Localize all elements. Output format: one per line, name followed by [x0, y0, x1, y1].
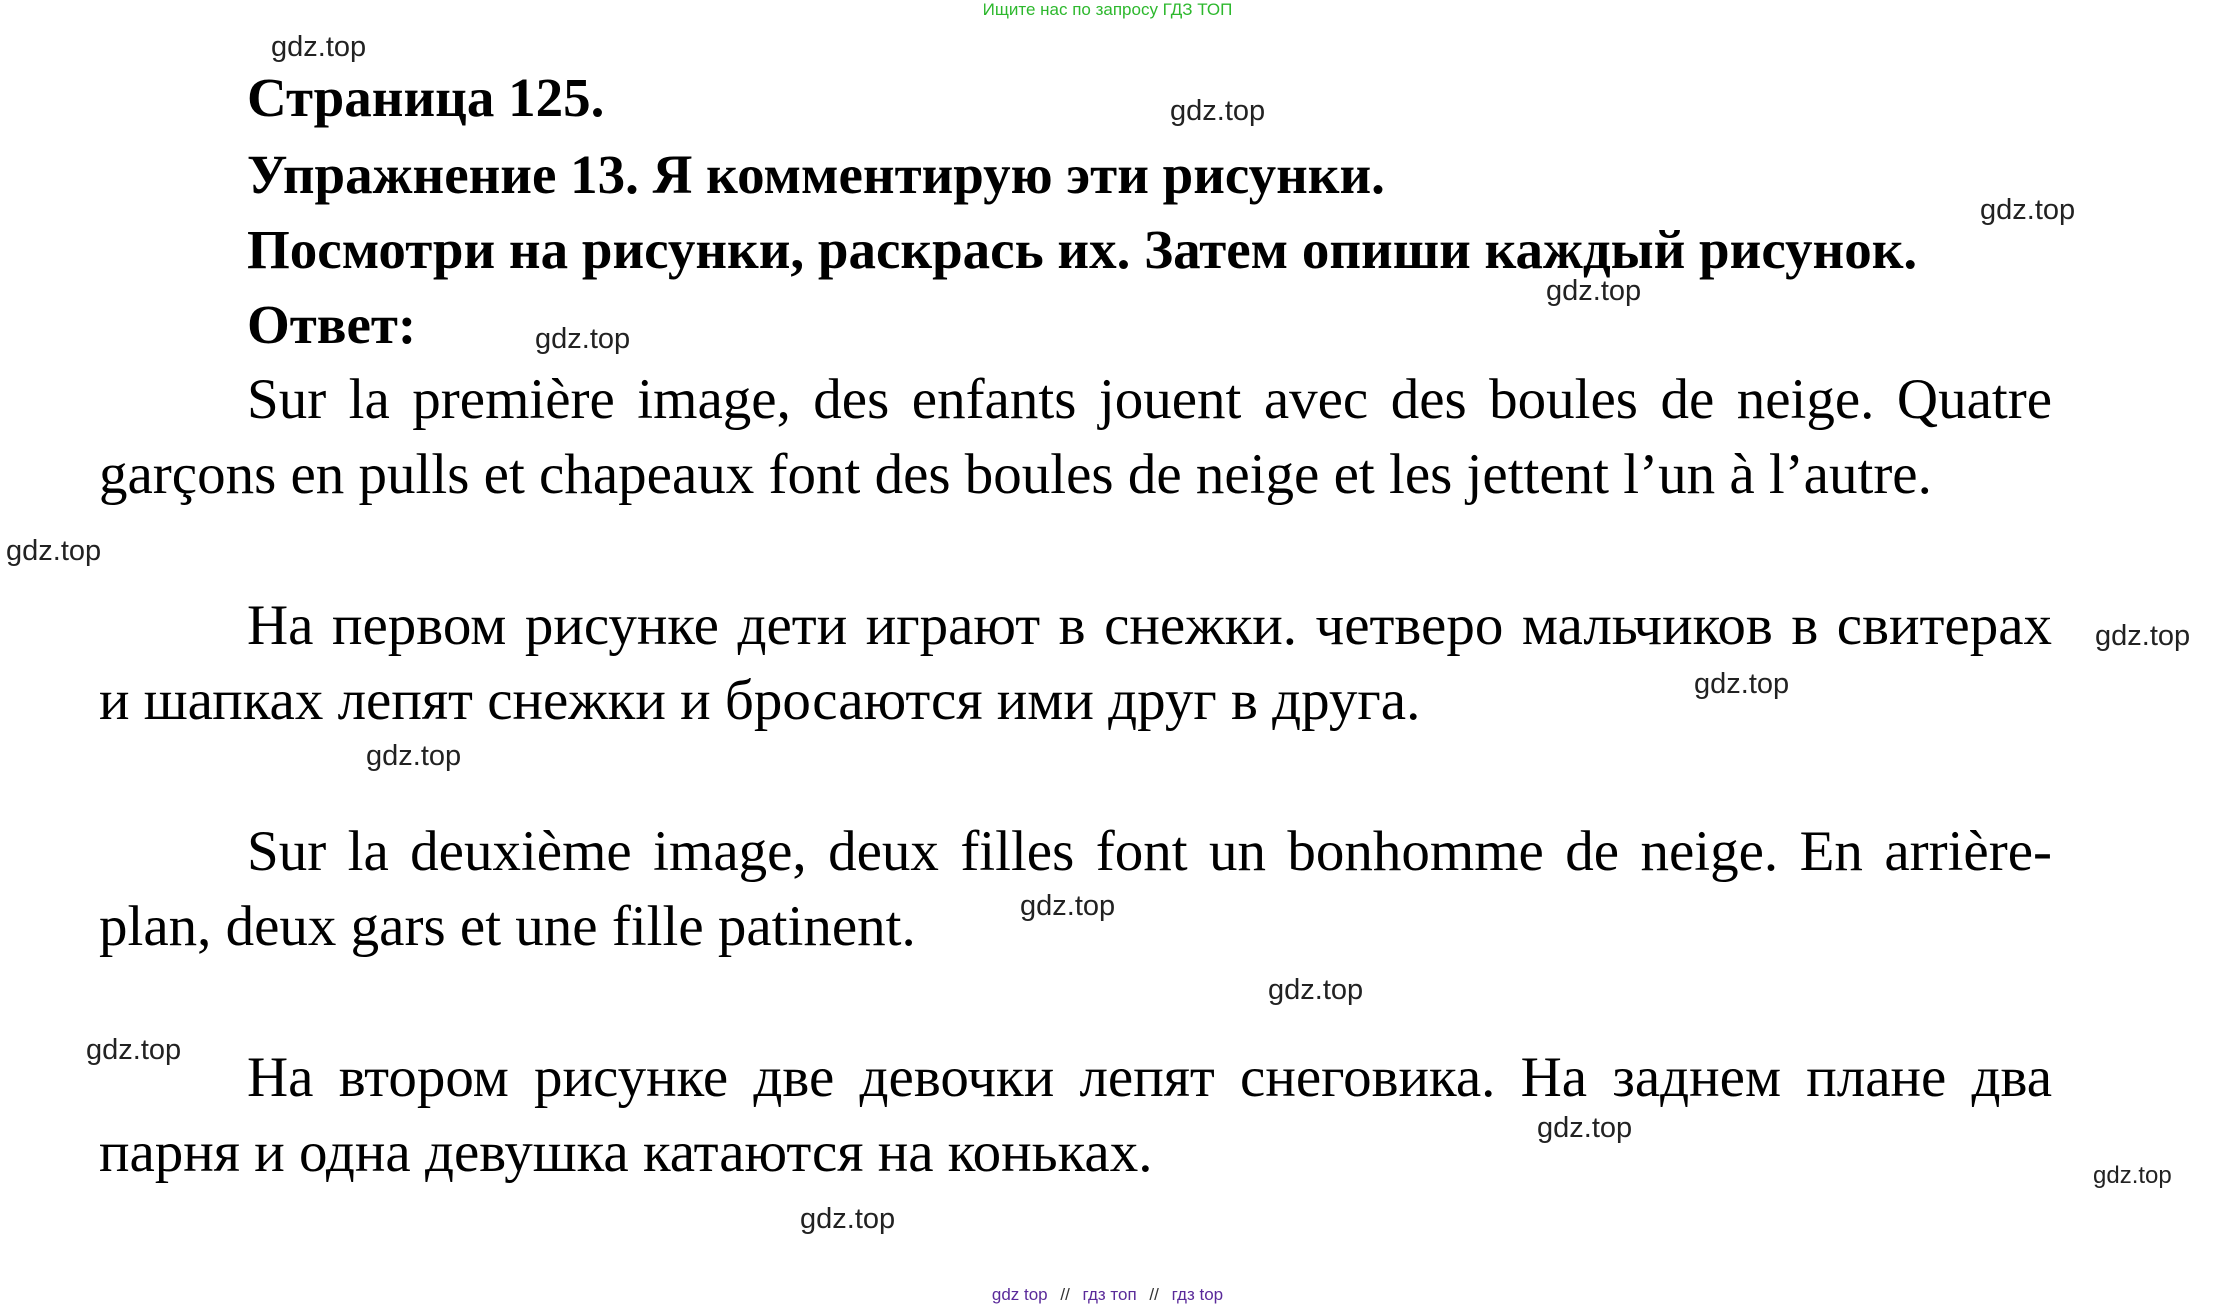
- paragraph-line: На втором рисунке две девочки лепят снеговика. На заднем плане два: [247, 1046, 2052, 1109]
- exercise-title: Упражнение 13. Я комментирую эти рисунки.: [247, 144, 1385, 205]
- watermark: gdz.top: [1268, 974, 1364, 1006]
- footer-separator: //: [1149, 1285, 1159, 1304]
- watermark: gdz.top: [366, 740, 462, 772]
- watermark: gdz.top: [1170, 95, 1266, 127]
- footer-links: [0, 1285, 2215, 1305]
- watermark: gdz.top: [2093, 1162, 2172, 1189]
- watermark: gdz.top: [2095, 620, 2191, 652]
- paragraph-french-1: [99, 362, 2052, 512]
- paragraph-russian-1: [99, 588, 2052, 738]
- answer-label: Ответ:: [247, 294, 417, 355]
- task-instruction: Посмотри на рисунки, раскрась их. Затем опиши каждый рисунок.: [247, 219, 1918, 280]
- watermark: gdz.top: [800, 1203, 896, 1235]
- watermark: gdz.top: [86, 1034, 182, 1066]
- watermark: gdz.top: [1537, 1112, 1633, 1144]
- footer-link[interactable]: гдз топ: [1082, 1285, 1137, 1304]
- watermark: gdz.top: [1546, 275, 1642, 307]
- paragraph-line: plan, deux gars et une fille patinent.: [99, 895, 916, 958]
- watermark: gdz.top: [6, 535, 102, 567]
- watermark: gdz.top: [271, 31, 367, 63]
- footer-link[interactable]: гдз top: [1171, 1285, 1224, 1304]
- search-banner[interactable]: Ищите нас по запросу ГДЗ ТОП: [982, 0, 1233, 19]
- paragraph-line: парня и одна девушка катаются на коньках.: [99, 1121, 1153, 1184]
- watermark: gdz.top: [1694, 668, 1790, 700]
- paragraph-line: Sur la première image, des enfants jouent avec des boules de neige. Quatre: [247, 368, 2052, 431]
- paragraph-line: Sur la deuxième image, deux filles font un bonhomme de neige. En arrière-: [247, 820, 2052, 883]
- paragraph-french-2: [99, 814, 2052, 964]
- watermark: gdz.top: [1980, 194, 2076, 226]
- watermark: gdz.top: [535, 323, 631, 355]
- paragraph-russian-2: [99, 1040, 2052, 1190]
- footer-separator: //: [1060, 1285, 1070, 1304]
- watermark: gdz.top: [1020, 890, 1116, 922]
- page-number-heading: Страница 125.: [247, 67, 605, 128]
- paragraph-line: и шапках лепят снежки и бросаются ими друг в друга.: [99, 669, 1421, 732]
- paragraph-line: На первом рисунке дети играют в снежки. четверо мальчиков в свитерах: [247, 594, 2052, 657]
- paragraph-line: garçons en pulls et chapeaux font des boules de neige et les jettent l’un à l’autre.: [99, 443, 1932, 506]
- footer-link[interactable]: gdz top: [991, 1285, 1048, 1304]
